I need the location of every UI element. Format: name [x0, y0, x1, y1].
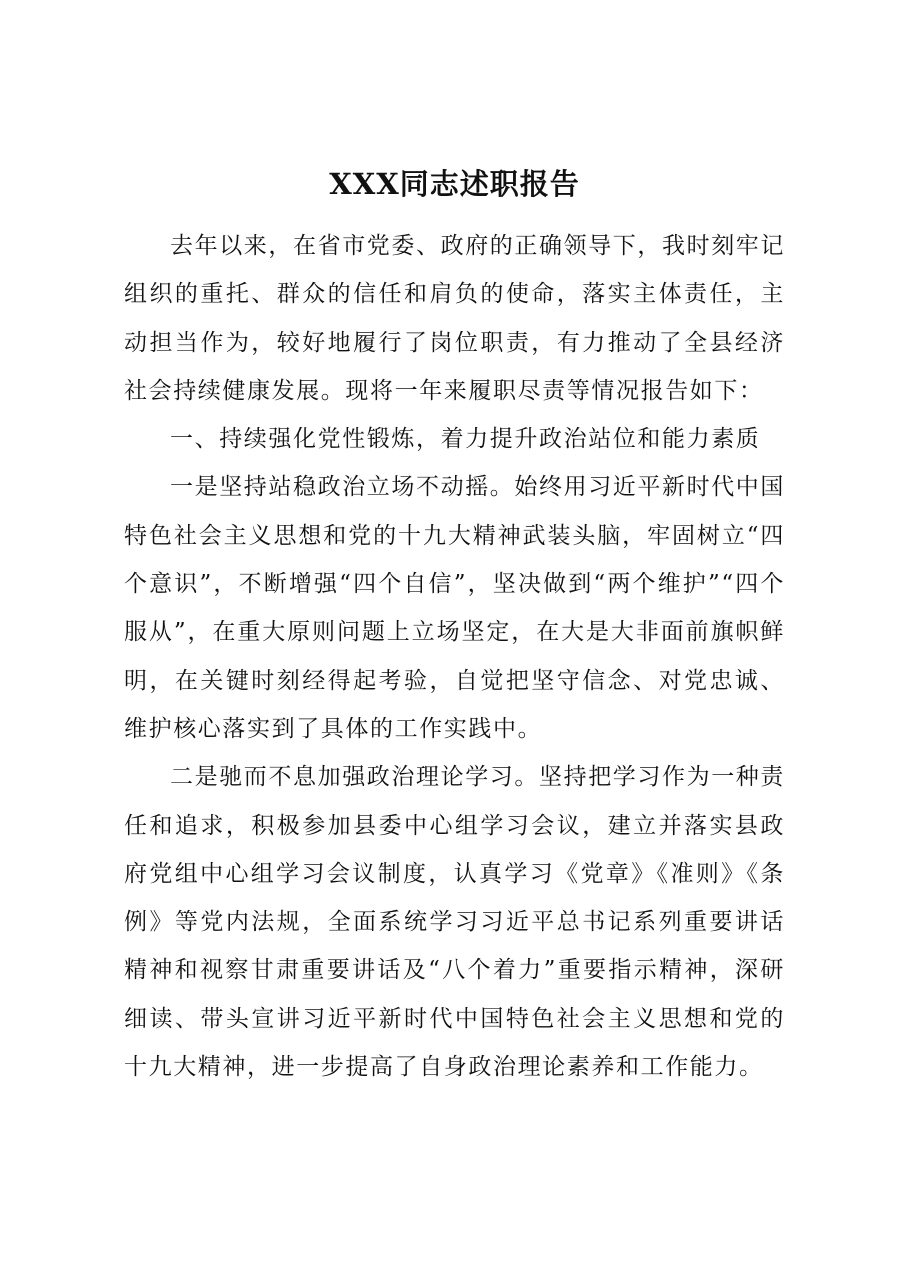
- point-2-paragraph: 二是驰而不息加强政治理论学习。坚持把学习作为一种责任和追求，积极参加县委中心组学习会议，建立并落实县政府党组中心组学习会议制度，认真学习《党章》《准则》《条例》等党内法规，全面系统学习习近平总书记系列重要讲话精神和视察甘肃重要讲话及“八个着力”重要指示精神，深研细读、带头宣讲习近平新时代中国特色社会主义思想和党的十九大精神，进一步提高了自身政治理论素养和工作能力。: [124, 764, 785, 1081]
- section-heading-1: 一、持续强化党性锻炼，着力提升政治站位和能力素质: [170, 426, 761, 453]
- document-body: [124, 222, 785, 1091]
- point-1-paragraph: 一是坚持站稳政治立场不动摇。始终用习近平新时代中国特色社会主义思想和党的十九大精神武装头脑，牢固树立“四个意识”，不断增强“四个自信”，坚决做到“两个维护”“四个服从”，在重大原则问题上立场坚定，在大是大非面前旗帜鲜明，在关键时刻经得起考验，自觉把坚守信念、对党忠诚、维护核心落实到了具体的工作实践中。: [124, 474, 785, 742]
- document-title: XXX同志述职报告: [329, 167, 580, 201]
- intro-paragraph: 去年以来，在省市党委、政府的正确领导下，我时刻牢记组织的重托、群众的信任和肩负的使命，落实主体责任，主动担当作为，较好地履行了岗位职责，有力推动了全县经济社会持续健康发展。现将一年来履职尽责等情况报告如下：: [124, 233, 785, 404]
